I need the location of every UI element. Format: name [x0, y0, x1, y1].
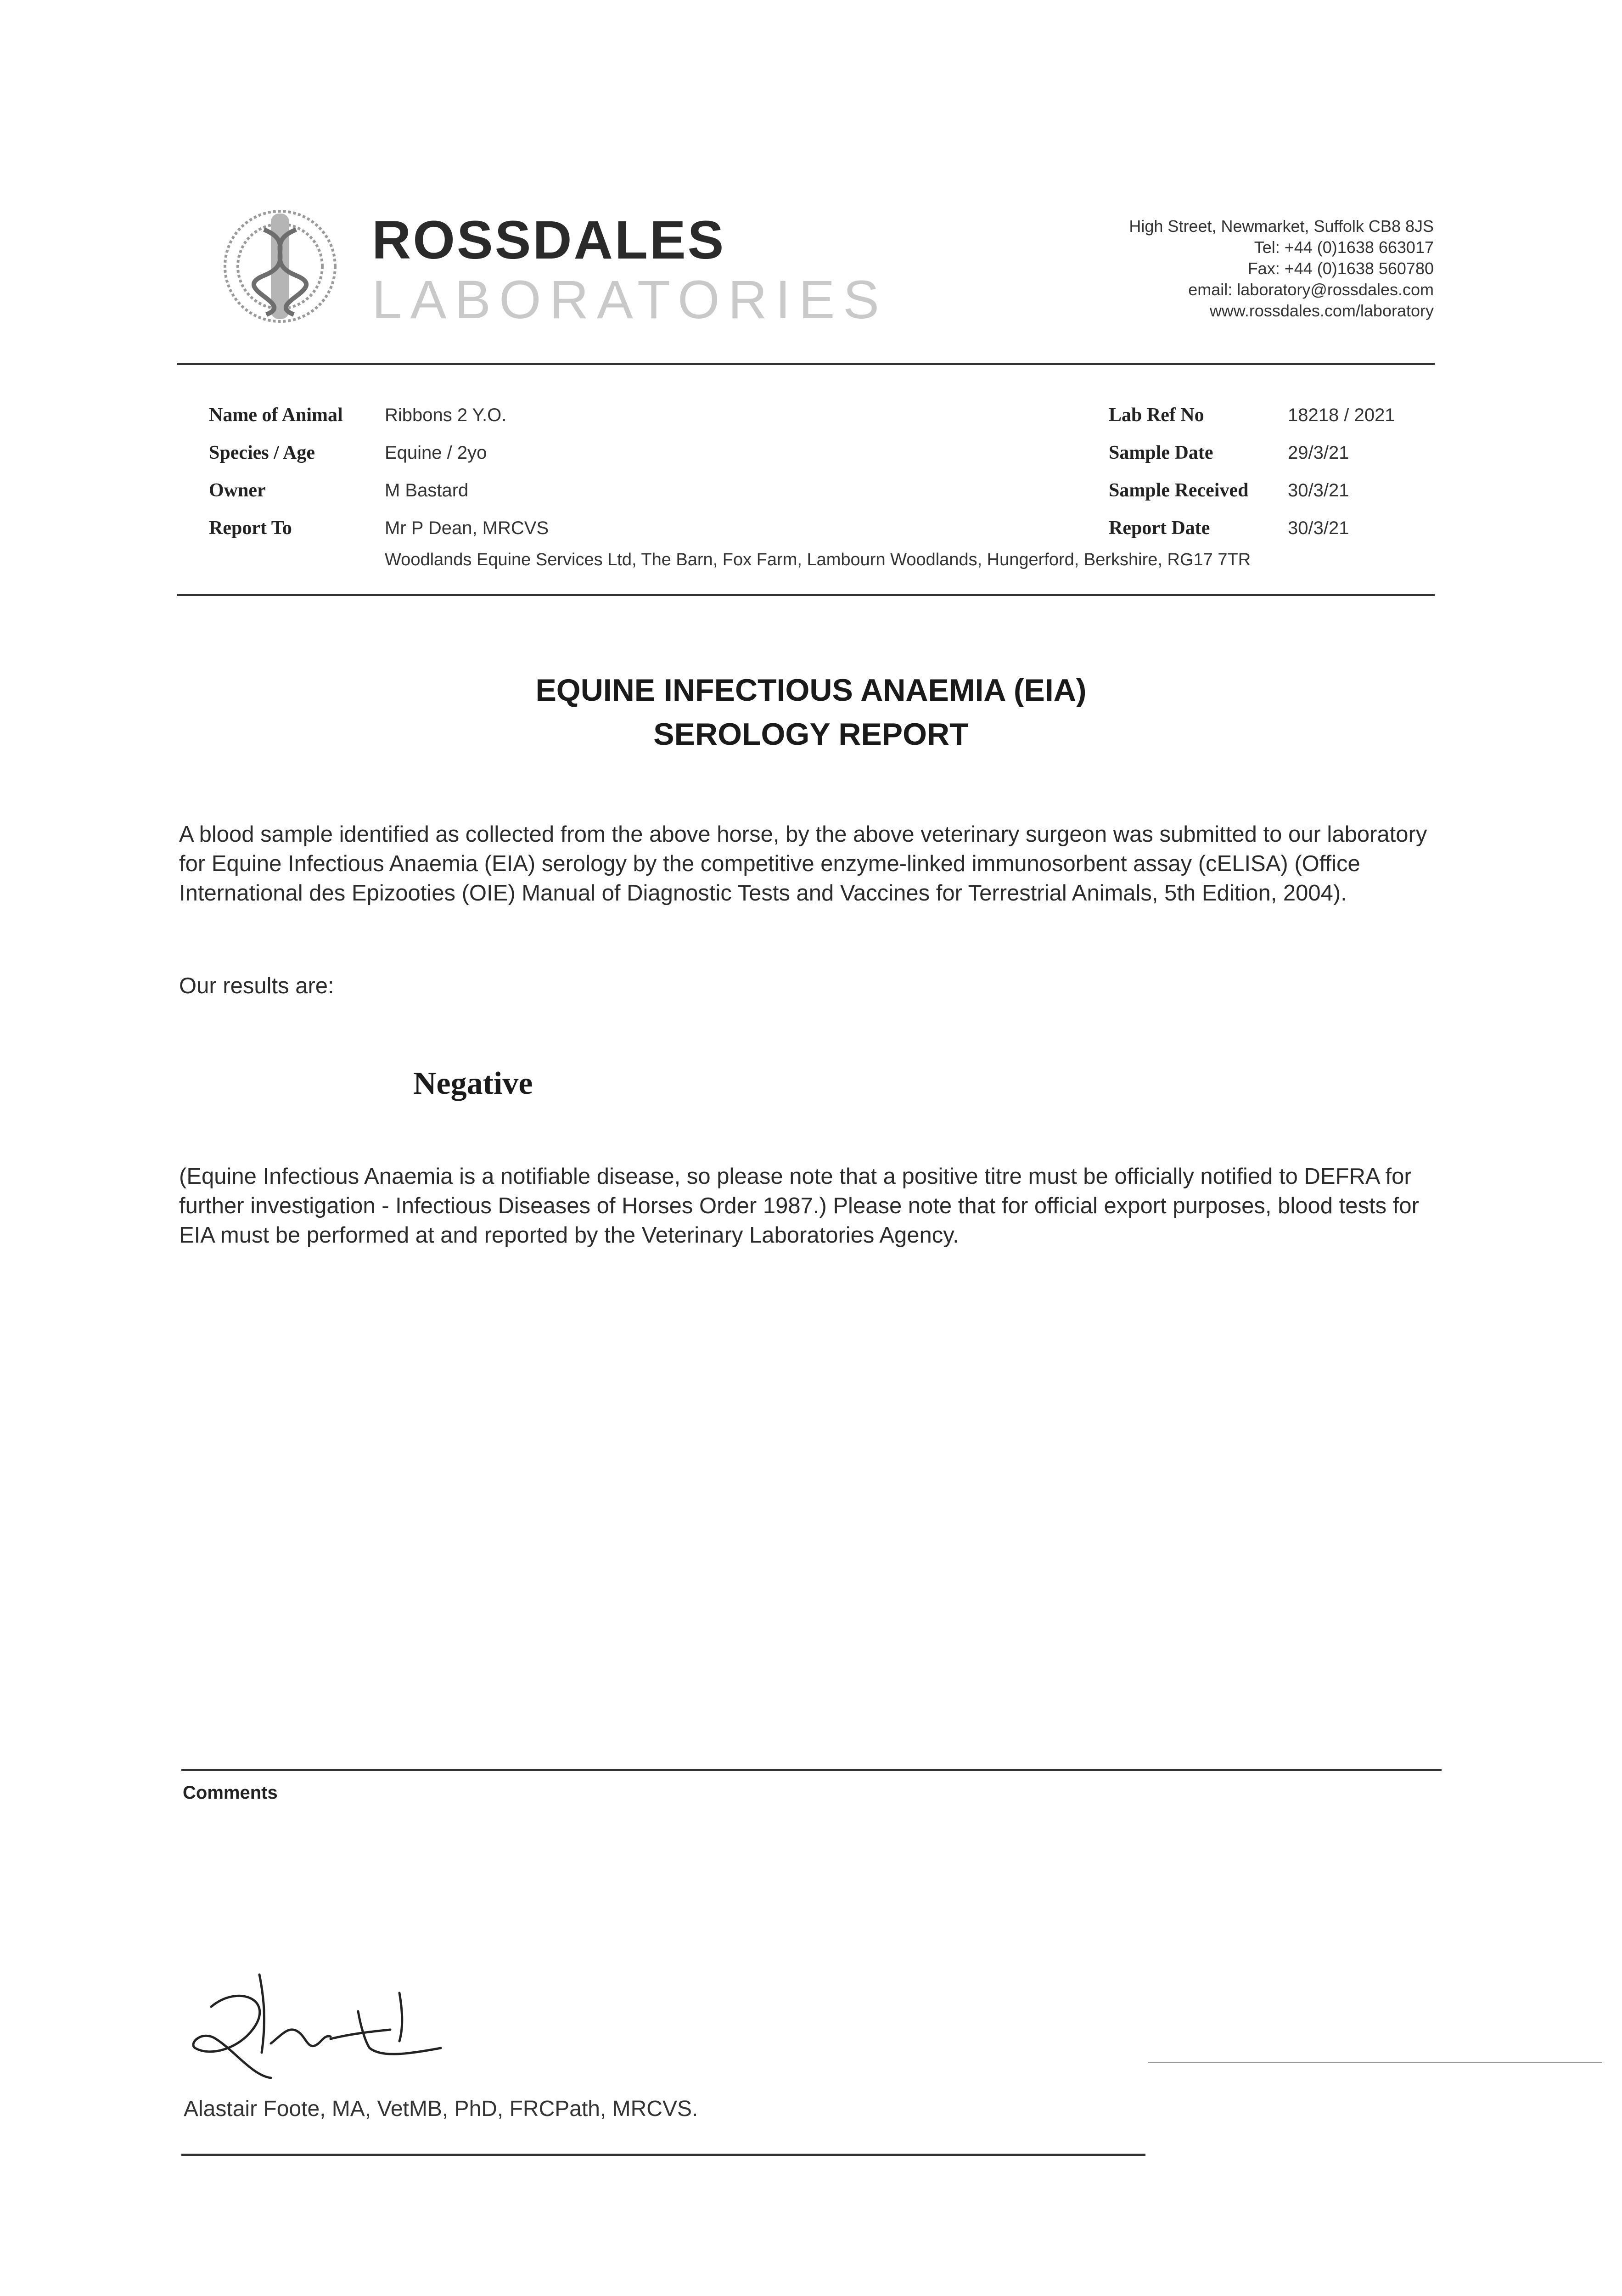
lab-ref-no-value: 18218 / 2021 [1288, 405, 1395, 425]
species-age-label: Species / Age [209, 442, 315, 463]
comments-rule [181, 1769, 1442, 1771]
intro-paragraph: A blood sample identified as collected from the above horse, by the above veterinary surgeon was submitted to our laboratory for Equine Infectious Anaemia (EIA) serology by the competitive enzyme-linked immunosorbent assay (cELISA) (Office International des Epizooties (OIE) Manual of Diagnostic Tests and Vaccines for Terrestrial Animals, 5th Edition, 2004). [179, 822, 1427, 906]
notifiable-disease-note: (Equine Infectious Anaemia is a notifiable disease, so please note that a positive titre must be officially notified to DEFRA for further investigation - Infectious Diseases of Horses Order 1987.) Please note that for official export purposes, blood tests for EIA must be performed at and reported by the Veterinary Laboratories Agency. [179, 1164, 1419, 1248]
sample-received-label: Sample Received [1109, 480, 1249, 501]
report-title-line-2: SEROLOGY REPORT [653, 717, 969, 752]
signature [184, 1956, 514, 2094]
rossdales-logo-emblem [220, 202, 340, 331]
website-line: www.rossdales.com/laboratory [1209, 301, 1434, 320]
report-to-address: Woodlands Equine Services Ltd, The Barn, Fox Farm, Lambourn Woodlands, Hungerford, Berkshire, RG17 7TR [385, 550, 1251, 569]
footer-rule [181, 2154, 1145, 2156]
header-rule [177, 363, 1435, 365]
signatory-name: Alastair Foote, MA, VetMB, PhD, FRCPath, MRCVS. [184, 2097, 698, 2121]
brand-name: ROSSDALES [372, 210, 726, 270]
owner-label: Owner [209, 480, 266, 501]
report-title-line-1: EQUINE INFECTIOUS ANAEMIA (EIA) [535, 673, 1087, 708]
report-to-label: Report To [209, 518, 292, 539]
phone-line: Tel: +44 (0)1638 663017 [1254, 238, 1434, 257]
signature-right-line [1148, 2062, 1602, 2063]
owner-value: M Bastard [385, 480, 469, 501]
species-age-value: Equine / 2yo [385, 443, 487, 463]
report-date-value: 30/3/21 [1288, 518, 1349, 538]
comments-label: Comments [183, 1783, 278, 1803]
lab-ref-no-label: Lab Ref No [1109, 405, 1204, 426]
brand-subtitle: LABORATORIES [372, 270, 888, 330]
address-line: High Street, Newmarket, Suffolk CB8 8JS [1129, 217, 1434, 236]
report-date-label: Report Date [1109, 518, 1210, 539]
details-rule [177, 594, 1435, 596]
email-line: email: laboratory@rossdales.com [1188, 280, 1434, 299]
name-of-animal-label: Name of Animal [209, 405, 343, 426]
report-to-value: Mr P Dean, MRCVS [385, 518, 549, 538]
sample-date-label: Sample Date [1109, 442, 1213, 463]
report-title [0, 668, 1622, 756]
name-of-animal-value: Ribbons 2 Y.O. [385, 405, 507, 425]
fax-line: Fax: +44 (0)1638 560780 [1247, 259, 1434, 278]
lab-address-block [1129, 216, 1434, 321]
results-intro: Our results are: [179, 974, 334, 998]
result-value: Negative [413, 1066, 533, 1101]
sample-date-value: 29/3/21 [1288, 443, 1349, 463]
sample-received-value: 30/3/21 [1288, 480, 1349, 501]
